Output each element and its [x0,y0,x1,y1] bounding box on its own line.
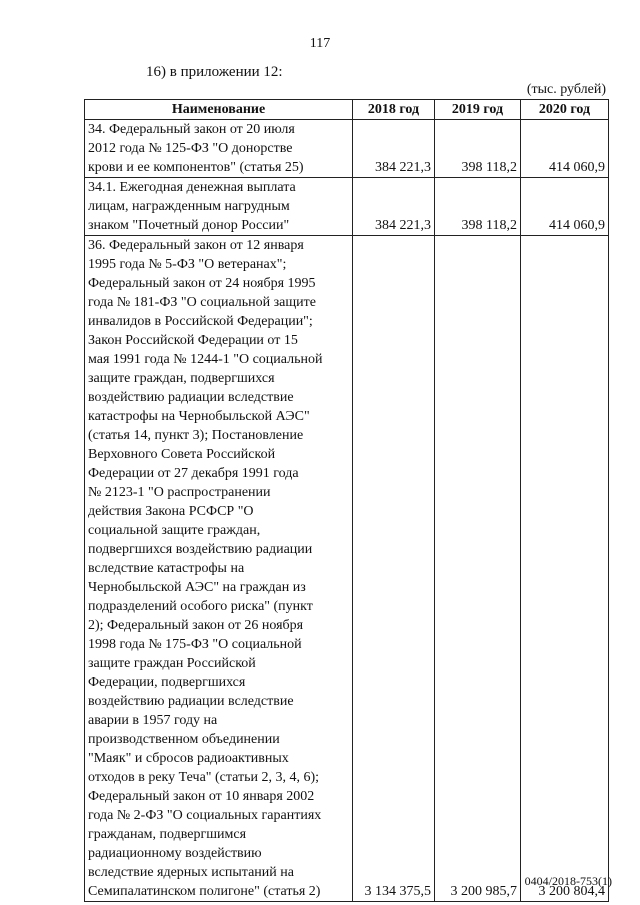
header-name: Наименование [85,100,353,120]
row-name: 36. Федеральный закон от 12 января 1995 года № 5-ФЗ "О ветеранах"; Федеральный закон от 24 ноября 1995 года № 181-ФЗ "О социальной защите инвалидов в Российской Федерации"; Закон Российской Федерации от 15 мая 1991 года № 1244-1 "О социальной защите граждан, подвергшихся воздействию радиации вследствие катастрофы на Чернобыльской АЭС" (статья 14, пункт 3); Постановление Верховного Совета Российской Федерации от 27 декабря 1991 года № 2123-1 "О распространении действия Закона РСФСР "О социальной защите граждан, подвергшихся воздействию радиации вследствие катастрофы на Чернобыльской АЭС" на граждан из подразделений особого риска" (пункт 2); Федеральный закон от 26 ноября 1998 года № 175-ФЗ "О социальной защите граждан Российской Федерации, подвергшихся воздействию радиации вследствие аварии в 1957 году на производственном объединении "Маяк" и сбросов радиоактивных отходов в реку Теча" (статьи 2, 3, 4, 6); Федеральный закон от 10 января 2002 года № 2-ФЗ "О социальных гарантиях гражданам, подвергшимся радиационному воздействию вследствие ядерных испытаний на Семипалатинском полигоне" (статья 2) [85,236,353,902]
page-number: 117 [309,36,331,51]
row-name: 34.1. Ежегодная денежная выплата лицам, награжденным нагрудным знаком "Почетный донор России" [85,178,353,236]
header-2018: 2018 год [353,100,435,120]
table-row [85,120,609,178]
header-2019: 2019 год [435,100,521,120]
unit-label: (тыс. рублей) [526,82,606,97]
row-value-2020: 414 060,9 [521,120,609,178]
row-value-2020: 3 200 804,4 [521,236,609,902]
row-name: 34. Федеральный закон от 20 июля 2012 года № 125-ФЗ "О донорстве крови и ее компонентов" (статья 25) [85,120,353,178]
row-value-2018: 3 134 375,5 [353,236,435,902]
row-value-2018: 384 221,3 [353,120,435,178]
intro-text: 16) в приложении 12: [146,64,283,80]
document-code: 0404/2018-753(1) [524,874,612,888]
row-value-2018: 384 221,3 [353,178,435,236]
row-value-2019: 398 118,2 [435,120,521,178]
header-2020: 2020 год [521,100,609,120]
table-row [85,178,609,236]
row-value-2019: 3 200 985,7 [435,236,521,902]
appropriations-table [84,99,609,902]
row-value-2020: 414 060,9 [521,178,609,236]
table-header-row [85,100,609,120]
row-value-2019: 398 118,2 [435,178,521,236]
table-row [85,236,609,902]
